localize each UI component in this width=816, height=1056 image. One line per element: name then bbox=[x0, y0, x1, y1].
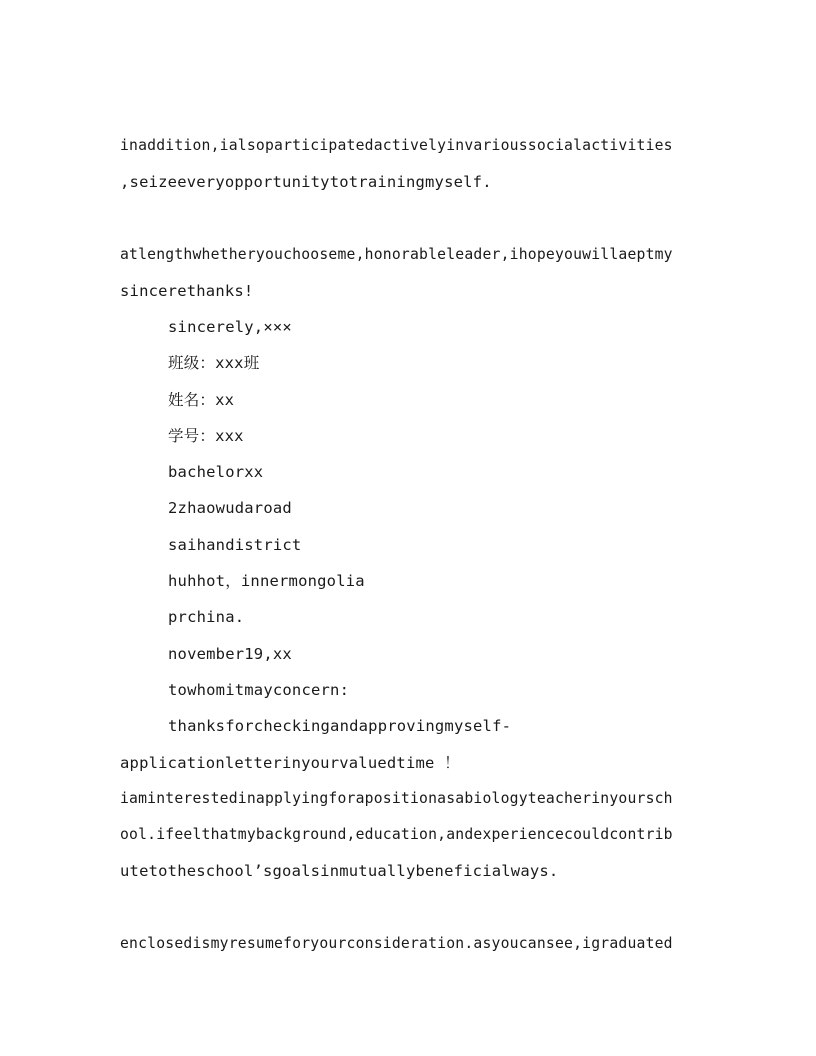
name-line: 姓名：xx bbox=[168, 391, 235, 409]
paragraph-line: atlengthwhetheryouchooseme,honorableleader,ihopeyouwillaeptmy bbox=[120, 246, 673, 263]
paragraph-line: ool.ifeelthatmybackground,education,andexperiencecouldcontrib bbox=[120, 826, 673, 843]
paragraph-line: inaddition,ialsoparticipatedactivelyinvarioussocialactivities bbox=[120, 137, 673, 154]
address-line: prchina. bbox=[168, 608, 245, 626]
paragraph-line: sincerethanks! bbox=[120, 282, 254, 300]
address-line: 2zhaowudaroad bbox=[168, 499, 292, 517]
closing-line: sincerely,××× bbox=[168, 318, 292, 336]
paragraph-line: enclosedismyresumeforyourconsideration.asyoucansee,igraduated bbox=[120, 935, 673, 952]
paragraph-line: utetotheschool’sgoalsinmutuallybeneficialways. bbox=[120, 862, 559, 880]
paragraph-line: ,seizeeveryopportunitytotrainingmyself. bbox=[120, 173, 492, 191]
address-line: saihandistrict bbox=[168, 536, 302, 554]
date-line: november19,xx bbox=[168, 645, 292, 663]
class-line: 班级：xxx班 bbox=[168, 354, 260, 372]
paragraph-line: thanksforcheckingandapprovingmyself- bbox=[168, 717, 512, 735]
salutation-line: towhomitmayconcern: bbox=[168, 681, 350, 699]
address-line: bachelorxx bbox=[168, 463, 264, 481]
paragraph-line: applicationletterinyourvaluedtime ！ bbox=[120, 754, 460, 772]
student-id-line: 学号：xxx bbox=[168, 427, 244, 445]
paragraph-line: iaminterestedinapplyingforapositionasabiologyteacherinyoursch bbox=[120, 790, 673, 807]
address-line: huhhot，innermongolia bbox=[168, 572, 365, 590]
